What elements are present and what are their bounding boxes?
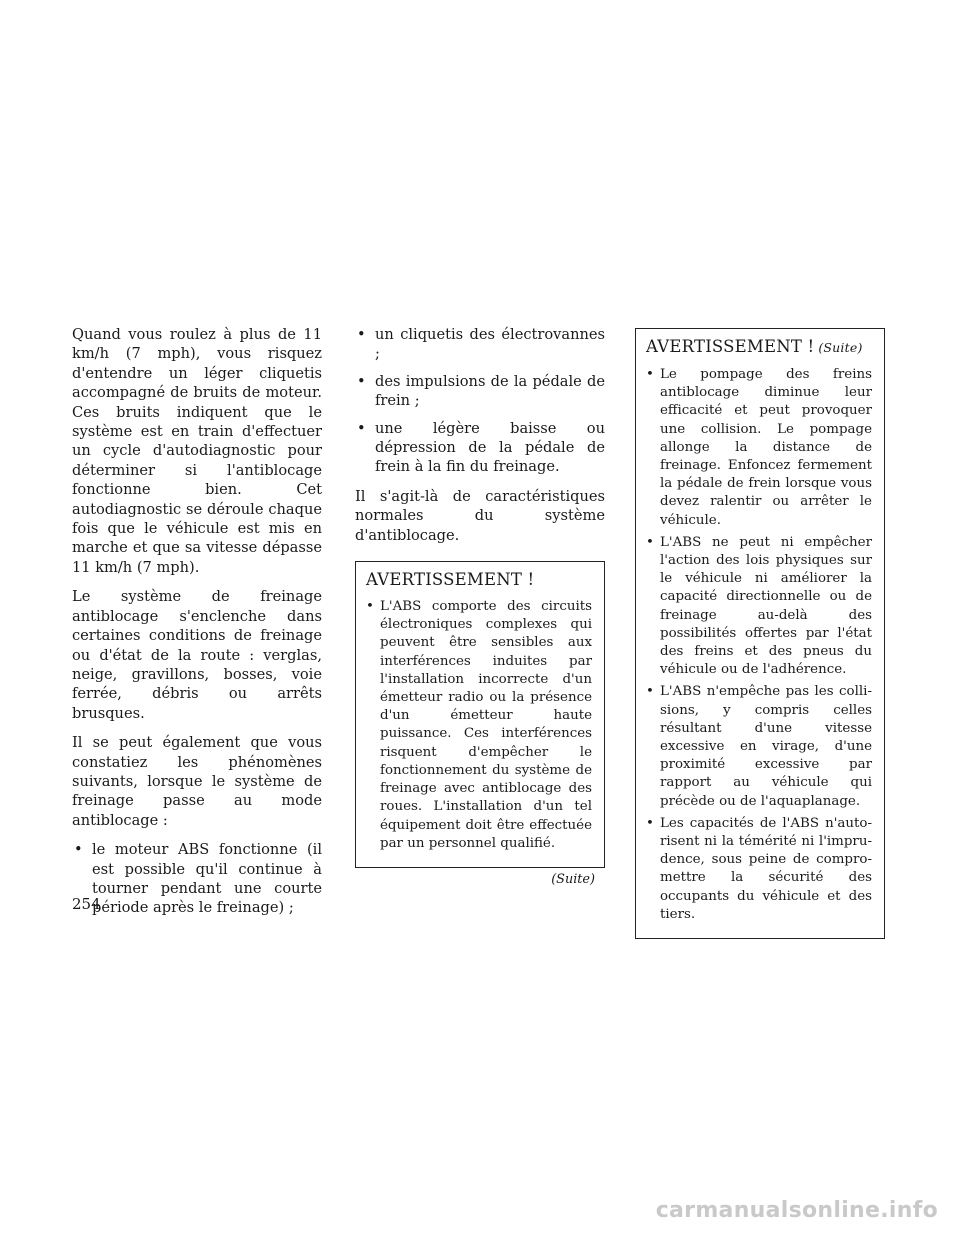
list-item: • le moteur ABS fonctionne (il est possible qu'il continue à tourner pendant une courte période après le freinage) ;	[72, 840, 322, 918]
list-item: • un cliquetis des électrovannes ;	[355, 325, 605, 364]
warning-list	[366, 598, 592, 853]
continued-label: (Suite)	[551, 871, 595, 887]
list-item: • une légère baisse ou dépression de la pédale de frein à la fin du freinage.	[355, 419, 605, 477]
paragraph-abs-conditions: Le système de freinage antiblocage s'enclenche dans certaines conditions de freinage ou d'état de la route : verglas, neige, gravillons, bosses, voie ferrée, débris ou arrêts brusques.	[72, 588, 322, 722]
phenomena-list-continued	[355, 325, 605, 477]
warning-item: • L'ABS comporte des circuits électroniques complexes qui peuvent être sensibles aux interférences induites par l'installation incorrecte d'un émetteur radio ou la présence d'un émetteur haute puissance. Ces interférences risquent d'empêcher le fonctionnement du système de freinage avec antiblocage des roues. L'installation d'un tel équipement doit être effectuée par un personnel qualifié.	[366, 598, 592, 853]
warning-item: • Les capacités de l'ABS n'autorisent ni la témérité ni l'imprudence, sous peine de compromettre la sécurité des occupants du véhicule et des tiers.	[646, 815, 872, 924]
warning-list	[646, 366, 872, 924]
warning-title: AVERTISSEMENT !	[366, 570, 535, 590]
column-right	[635, 328, 885, 939]
warning-item: • L'ABS ne peut ni empêcher l'action des lois physiques sur le véhicule ni améliorer la capacité directionnelle ou de freinage au-delà des possibilités offertes par l'état des freins et des pneus du véhicule ou de l'adhérence.	[646, 534, 872, 680]
warning-box	[355, 561, 605, 868]
list-item: • des impulsions de la pédale de frein ;	[355, 372, 605, 411]
column-left	[72, 325, 322, 928]
page-number: 254	[72, 895, 101, 913]
column-middle	[355, 325, 605, 887]
paragraph-abs-noise: Quand vous roulez à plus de 11 km/h (7 mph), vous risquez d'entendre un léger cliquetis accompagné de bruits de moteur. Ces bruits indiquent que le système est en train d'effectuer un cycle d'autodiagnostic pour déterminer si l'antiblocage fonctionne bien. Cet autodiagnostic se déroule chaque fois que le véhicule est mis en marche et que sa vitesse dépasse 11 km/h (7 mph).	[72, 326, 322, 576]
paragraph-normal-characteristics: Il s'agit-là de caractéristiques normales du système d'antiblocage.	[355, 487, 605, 544]
warning-box-continued	[635, 328, 885, 939]
watermark: carmanualsonline.info	[655, 1198, 938, 1223]
paragraph-abs-phenomena: Il se peut également que vous constatiez les phénomènes suivants, lorsque le système de freinage passe au mode antiblocage :	[72, 734, 322, 829]
warning-item: • Le pompage des freins antiblocage diminue leur efficacité et peut provoquer une collision. Le pompage allonge la distance de freinage. Enfoncez fermement la pédale de frein lorsque vous devez ralentir ou arrêter le véhicule.	[646, 366, 872, 530]
phenomena-list	[72, 840, 322, 918]
continued-label: (Suite)	[818, 340, 863, 355]
warning-item: • L'ABS n'empêche pas les collisions, y compris celles résultant d'une vitesse excessive en virage, d'une proximité excessive par rapport au véhicule qui précède ou de l'aquaplanage.	[646, 683, 872, 810]
warning-title: AVERTISSEMENT ! (Suite)	[646, 337, 863, 356]
